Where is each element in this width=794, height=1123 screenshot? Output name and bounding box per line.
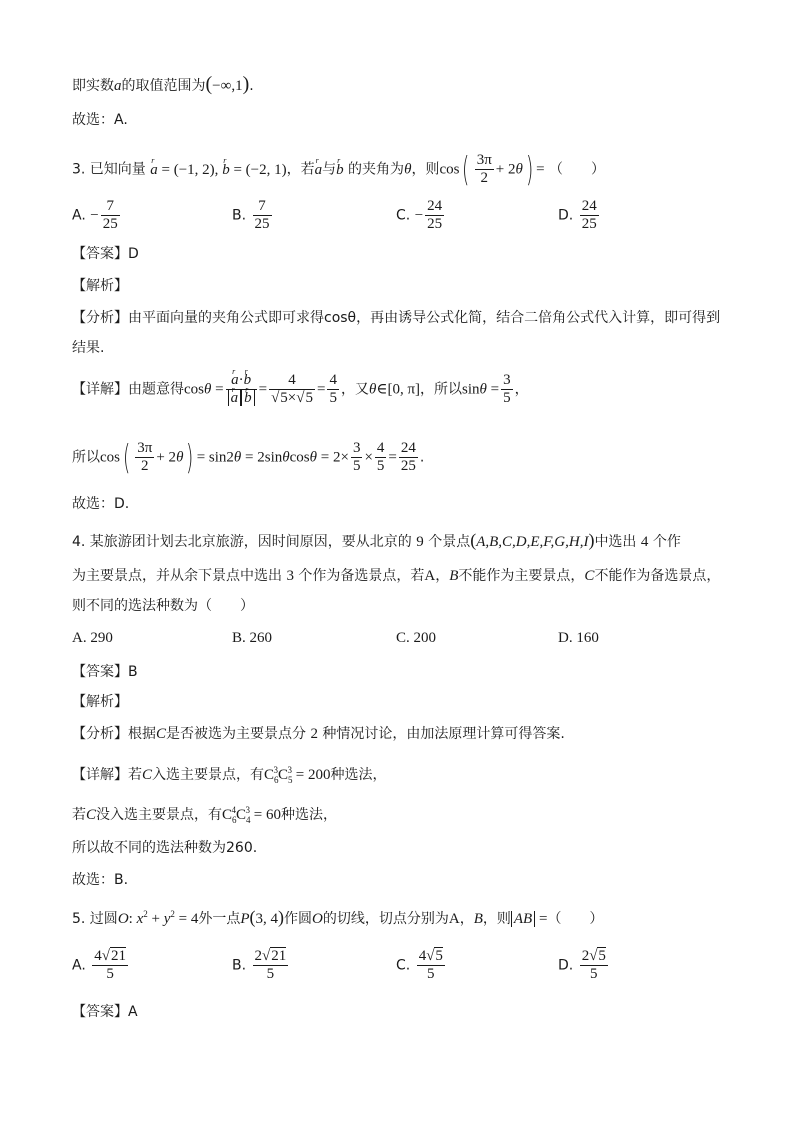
q5-stem: 5. 过圆O: $x^2 + y^2 = 4$外一点P(3, 4)作圆O的切线，切点分别为A，B，则 AB =（ ） — [72, 907, 604, 927]
q3-jiexi: 【解析】 — [72, 278, 128, 294]
q3-choice: 故选：D. — [72, 496, 130, 512]
q4-option-a: A. 290 — [72, 630, 113, 646]
q4-jiexi: 【解析】 — [72, 694, 128, 710]
q5-answer: 【答案】A — [72, 1004, 138, 1020]
q4-stem-2: 为主要景点，并从余下景点中选出 3 个作为备选景点，若A，B不能作为主要景点，C不能作为备选景点， — [72, 568, 721, 584]
q4-detail-2: 若C没入选主要景点，有$C_6^4C_4^3 = 60$种选法， — [72, 805, 338, 825]
q4-option-b: B. 260 — [232, 630, 273, 646]
q5-option-c: C. $\frac{4√5}{5}$ — [396, 948, 443, 982]
q3-detail: 【详解】由题意得cosθ = r a·r b r ar b = $\frac{4}{√5\times√5}$ = $\frac{4}{5}$ ，又θ∈[0, π]，所以sinθ = $\frac{3}{5}$ ， — [72, 372, 529, 407]
q3-option-a: A. − $\frac{7}{25}$ — [72, 198, 118, 232]
q3-stem: 3. 已知向量 r a = (−1, 2), r b = (−2, 1)，若r a与r b 的夹角为θ，则cos( $\frac{3\pi}{2}$ + 2θ) = （ ） — [72, 152, 605, 187]
q4-answer: 【答案】B — [72, 664, 138, 680]
q4-detail-1: 【详解】若C入选主要景点，有$C_6^3C_5^3 = 200$种选法， — [72, 765, 387, 785]
q4-option-d: D. 160 — [558, 630, 599, 646]
q5-option-d: D. $\frac{2√5}{5}$ — [558, 948, 606, 982]
q3-final: 所以cos( $\frac{3\pi}{2}$ + 2θ) = sin2θ = 2sinθcosθ = 2× $\frac{3}{5}$ × $\frac{4}{5}$ = $\frac{24}{25}$ . — [72, 437, 425, 478]
q4-stem-1: 4. 某旅游团计划去北京旅游，因时间原因，要从北京的 9 个景点(A,B,C,D,E,F,G,H,I)中选出 4 个作 — [72, 530, 681, 550]
q3-answer: 【答案】D — [72, 246, 139, 262]
q3-option-c: C. − $\frac{24}{25}$ — [396, 198, 443, 232]
q4-detail-3: 所以故不同的选法种数为260. — [72, 840, 258, 856]
q4-analysis: 【分析】根据C是否被选为主要景点分 2 种情况讨论，由加法原理计算可得答案. — [72, 726, 565, 742]
range-conclusion-line: 即实数a的取值范围为(−∞,1). — [72, 73, 254, 95]
q2-choice: 故选：A. — [72, 112, 128, 128]
q3-option-b: B. $\frac{7}{25}$ — [232, 198, 270, 232]
q3-analysis-1: 【分析】由平面向量的夹角公式即可求得cosθ，再由诱导公式化简，结合二倍角公式代入计算，即可得到 — [72, 310, 721, 326]
q3-option-d: D. $\frac{24}{25}$ — [558, 198, 597, 232]
q4-stem-3: 则不同的选法种数为（ ） — [72, 598, 254, 614]
q3-analysis-2: 结果. — [72, 340, 105, 356]
q4-choice: 故选：B. — [72, 872, 129, 888]
q5-option-a: A. $\frac{4√21}{5}$ — [72, 948, 126, 982]
q4-option-c: C. 200 — [396, 630, 437, 646]
q5-option-b: B. $\frac{2√21}{5}$ — [232, 948, 287, 982]
